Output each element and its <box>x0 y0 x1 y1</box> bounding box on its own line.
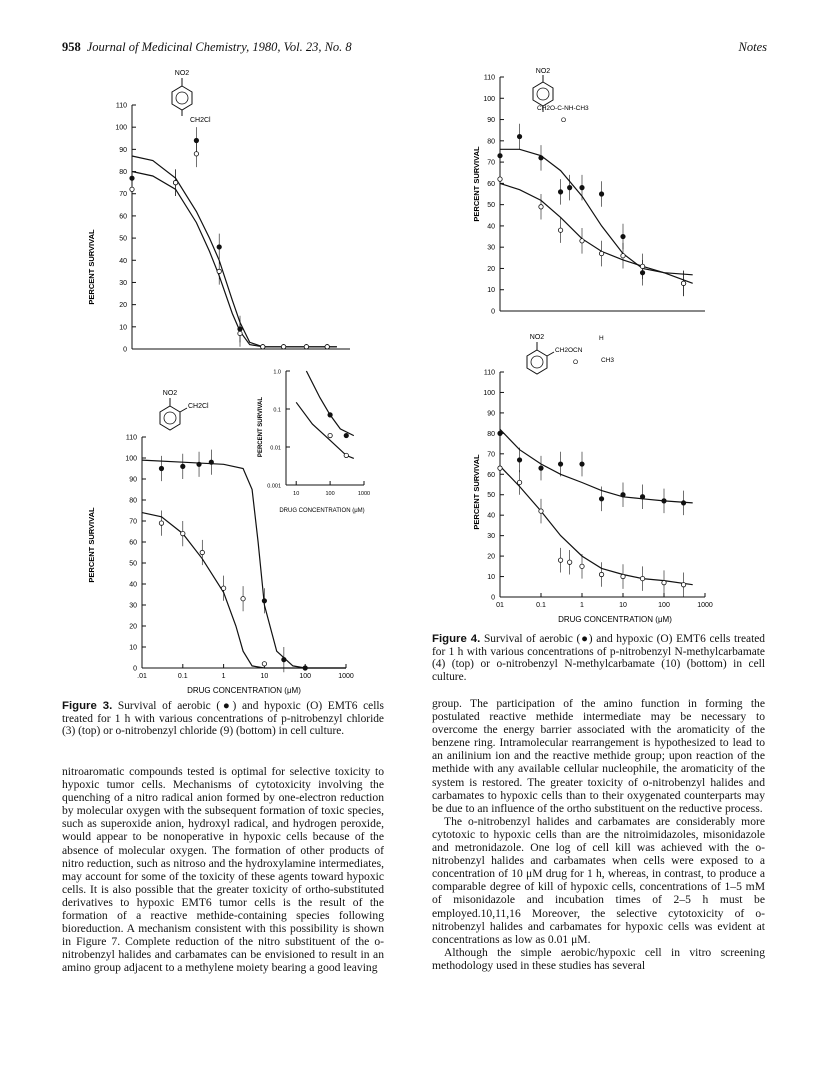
y-tick-label: 40 <box>487 223 495 231</box>
y-tick-label: 50 <box>129 560 137 568</box>
y-tick-label: 20 <box>119 302 127 310</box>
y-tick-label: 70 <box>129 518 137 526</box>
point-hypoxic <box>498 177 502 181</box>
point-hypoxic <box>130 187 134 191</box>
y-tick-label: 60 <box>487 180 495 188</box>
structure-carbonyl-label: O <box>561 117 567 124</box>
section-label: Notes <box>738 40 767 54</box>
y-tick-label: 10 <box>129 644 137 652</box>
x-tick-label: 100 <box>325 491 335 497</box>
journal-citation: Journal of Medicinal Chemistry, 1980, Vol. 23, No. 8 <box>86 40 352 54</box>
structure-para-nitrobenzyl-carbamate <box>533 68 589 124</box>
point-aerobic <box>539 156 543 160</box>
x-axis-label: DRUG CONCENTRATION (μM) <box>558 615 672 624</box>
y-tick-label: 50 <box>119 235 127 243</box>
y-tick-label: 1.0 <box>273 369 281 376</box>
point-aerobic <box>197 462 201 466</box>
x-tick-label: 01 <box>496 602 504 609</box>
structure-ortho-nitrobenzyl-carbamate <box>527 334 614 374</box>
point-hypoxic <box>241 597 245 601</box>
point-aerobic <box>599 497 603 501</box>
figure-3-top-chart <box>70 62 370 362</box>
y-tick-label: 100 <box>483 95 495 103</box>
point-hypoxic <box>304 345 308 349</box>
y-tick-label: 80 <box>129 497 137 505</box>
point-hypoxic <box>621 574 625 578</box>
point-aerobic <box>621 234 625 238</box>
page-number: 958 <box>62 40 81 54</box>
point-hypoxic <box>498 466 502 470</box>
point-hypoxic <box>238 331 242 335</box>
body-left-column <box>62 765 384 975</box>
y-axis-label: PERCENT SURVIVAL <box>87 229 96 305</box>
header-left <box>62 40 352 55</box>
point-aerobic <box>640 495 644 499</box>
y-tick-label: 0 <box>133 665 137 673</box>
point-hypoxic <box>517 480 521 484</box>
point-hypoxic <box>599 572 603 576</box>
x-tick-label: 100 <box>658 602 670 609</box>
y-tick-label: 50 <box>487 492 495 500</box>
point-hypoxic <box>328 433 332 437</box>
x-axis-label: DRUG CONCENTRATION (μM) <box>187 686 301 695</box>
point-hypoxic <box>261 345 265 349</box>
y-tick-label: 0 <box>491 594 495 602</box>
point-aerobic <box>344 433 348 437</box>
x-tick-label: 1 <box>580 602 584 609</box>
body-paragraph: The o-nitrobenzyl halides and carbamates are considerably more cytotoxic to hypoxic cells than are the nitroimidazoles, misonidazole and metronidazole. One log of cell kill was achieved with the o-nitrobenzyl halides and carbamates when cells were exposed to a concentration of 10 μM drug for 1 h, whereas, in contrast, to produce a comparable degree of kill of hypoxic cells, concentrations of 1–5 mM of misonidazole and incubation times of 2–5 h must be employed.10,11,16 Moreover, the selective cytotoxicity of o-nitrobenzyl halides and carbamates for hypoxic cells was evident at concentrations as low as 0.01 μM. <box>432 814 765 946</box>
y-tick-label: 110 <box>483 369 495 377</box>
curve-hypoxic <box>500 183 693 283</box>
point-hypoxic <box>194 152 198 156</box>
caption-label: Figure 3. <box>62 700 113 712</box>
point-aerobic <box>328 413 332 417</box>
y-axis-label: PERCENT SURVIVAL <box>472 454 481 530</box>
point-aerobic <box>662 499 666 503</box>
body-right-column <box>432 697 765 972</box>
y-tick-label: 60 <box>119 213 127 221</box>
point-hypoxic <box>558 228 562 232</box>
structure-bottom-label: CH2O-C-NH-CH3 <box>537 105 589 112</box>
structure-top-label: NO2 <box>162 390 178 397</box>
point-aerobic <box>262 599 266 603</box>
x-tick-label: 1 <box>221 673 226 680</box>
y-tick-label: 70 <box>487 159 495 167</box>
curve-aerobic <box>500 149 693 274</box>
point-aerobic <box>517 458 521 462</box>
point-hypoxic <box>217 269 221 273</box>
x-tick-label: 1000 <box>697 602 713 609</box>
structure-ortho-nitrobenzyl-chloride <box>160 390 209 430</box>
structure-carbonyl-label: O <box>573 359 579 366</box>
running-header <box>62 40 767 58</box>
y-tick-label: 10 <box>119 324 127 332</box>
point-aerobic <box>599 192 603 196</box>
point-hypoxic <box>599 251 603 255</box>
x-tick-label: 0.1 <box>536 602 546 609</box>
point-hypoxic <box>173 180 177 184</box>
y-axis-label: PERCENT SURVIVAL <box>258 396 264 458</box>
y-tick-label: 30 <box>487 244 495 252</box>
point-hypoxic <box>580 564 584 568</box>
figure-4-caption <box>432 633 765 683</box>
point-hypoxic <box>640 264 644 268</box>
point-hypoxic <box>681 583 685 587</box>
figure-3-inset-chart <box>250 365 380 515</box>
y-tick-label: 20 <box>487 265 495 273</box>
point-hypoxic <box>200 550 204 554</box>
point-hypoxic <box>325 345 329 349</box>
y-axis-label: PERCENT SURVIVAL <box>472 146 481 222</box>
structure-top-label: NO2 <box>529 334 545 341</box>
point-hypoxic <box>567 560 571 564</box>
x-tick-label: 1000 <box>357 491 371 497</box>
y-tick-label: 90 <box>129 476 137 484</box>
y-tick-label: 90 <box>487 410 495 418</box>
point-hypoxic <box>181 531 185 535</box>
x-tick-label: 10 <box>293 491 300 497</box>
point-aerobic <box>621 493 625 497</box>
structure-para-nitrobenzyl-chloride <box>172 70 211 124</box>
y-tick-label: 90 <box>119 146 127 154</box>
y-tick-label: 20 <box>487 553 495 561</box>
y-tick-label: 100 <box>483 389 495 397</box>
y-tick-label: 40 <box>119 257 127 265</box>
point-hypoxic <box>344 453 348 457</box>
y-axis-label: PERCENT SURVIVAL <box>87 507 96 583</box>
structure-bottom-label: CH2Cl <box>190 117 211 124</box>
structure-side-label: CH2OCN <box>555 347 583 354</box>
y-tick-label: 60 <box>129 539 137 547</box>
curve-hypoxic <box>296 402 354 458</box>
body-paragraph: nitroaromatic compounds tested is optimal for selective toxicity to hypoxic tumor cells. Mechanisms of cytotoxicity involving the quenching of a nitro radical anion formed by one-electron reduction by molecular oxygen with the subsequent formation of toxic species, such as superoxide anion, hydroxyl radical, and hydrogen peroxide, would appear to be nonoperative in hypoxic cells because of the absence of molecular oxygen. The formation of other products of nitro reduction, such as nitroso and the hydroxylamine intermediates, may account for some of the toxicity of these agents toward hypoxic cells. It is also possible that the greater toxicity of ortho-substituted derivatives to hypoxic EMT6 tumor cells is the result of the formation of a reactive methide-containing species following bioreduction. A mechanism consistent with this possibility is shown in Figure 7. Complete reduction of the nitro substituent of the o-nitrobenzyl halides and carbamates can be envisioned to result in an amino group adjacent to a methylene moiety bearing a good leaving <box>62 765 384 975</box>
point-aerobic <box>282 657 286 661</box>
y-tick-label: 0 <box>123 346 127 354</box>
point-aerobic <box>580 462 584 466</box>
point-hypoxic <box>662 580 666 584</box>
structure-top-label: NO2 <box>174 70 190 77</box>
x-tick-label: .01 <box>137 673 147 680</box>
point-hypoxic <box>159 521 163 525</box>
y-tick-label: 50 <box>487 202 495 210</box>
curve-hypoxic <box>500 466 693 585</box>
x-tick-label: 10 <box>619 602 627 609</box>
figure-4-bottom-chart <box>455 322 755 632</box>
point-aerobic <box>159 466 163 470</box>
y-tick-label: 110 <box>115 102 127 110</box>
curve-hypoxic <box>132 172 337 347</box>
y-tick-label: 100 <box>115 124 127 132</box>
point-aerobic <box>498 431 502 435</box>
point-aerobic <box>558 190 562 194</box>
y-tick-label: 90 <box>487 117 495 125</box>
x-axis-label: DRUG CONCENTRATION (μM) <box>279 508 365 514</box>
point-aerobic <box>209 460 213 464</box>
curve-hypoxic <box>142 513 346 668</box>
x-tick-label: 0.1 <box>177 673 188 680</box>
point-aerobic <box>558 462 562 466</box>
y-tick-label: 100 <box>125 455 137 463</box>
body-paragraph: Although the simple aerobic/hypoxic cell in vitro screening methodology used in these studies has several <box>432 945 765 972</box>
x-tick-label: 10 <box>260 673 269 680</box>
point-aerobic <box>681 501 685 505</box>
y-tick-label: 110 <box>483 74 495 82</box>
y-tick-label: 40 <box>129 581 137 589</box>
y-tick-label: 80 <box>119 169 127 177</box>
point-aerobic <box>580 185 584 189</box>
figure-3-caption <box>62 700 384 738</box>
y-tick-label: 70 <box>487 451 495 459</box>
structure-side-label: CH2Cl <box>188 403 209 410</box>
y-tick-label: 30 <box>129 602 137 610</box>
point-aerobic <box>498 154 502 158</box>
point-hypoxic <box>539 509 543 513</box>
y-tick-label: 0.01 <box>270 445 281 452</box>
y-tick-label: 30 <box>487 533 495 541</box>
structure-top-label: NO2 <box>535 68 551 75</box>
y-tick-label: 0.001 <box>267 483 281 490</box>
x-tick-label: 1000 <box>338 673 354 680</box>
y-tick-label: 80 <box>487 138 495 146</box>
caption-text: Survival of aerobic (●) and hypoxic (O) EMT6 cells treated for 1 h with various concentrations of p-nitrobenzyl chloride (3) (top) or o-nitrobenzyl chloride (9) (bottom) in cell culture. <box>62 700 384 738</box>
body-paragraph: group. The participation of the amino function in forming the postulated reactive methide intermediate may be necessary to overcome the energy barrier associated with the aromaticity of the benzene ring. Intramolecular rearrangement is hypothesized to lead to an anilinium ion and the reactive methide group; upon reaction of the methide with any available cellular nucleophile, the aromaticity of the system is restored. The greater toxicity of o-nitrobenzyl halides and carbamates to hypoxic cells than to their oxygenated counterparts may be due to an influence of the ortho substituent on the reductive process. <box>432 697 765 815</box>
point-hypoxic <box>640 576 644 580</box>
caption-text: Survival of aerobic (●) and hypoxic (O) EMT6 cells treated for 1 h with various concentrations of p-nitrobenzyl N-methylcarbamate (4) (top) or o-nitrobenzyl N-methylcarbamate (10) (bottom) in cell culture. <box>432 633 765 683</box>
figure-4-top-chart <box>455 62 755 322</box>
y-tick-label: 30 <box>119 279 127 287</box>
point-hypoxic <box>221 586 225 590</box>
point-hypoxic <box>539 205 543 209</box>
y-tick-label: 10 <box>487 574 495 582</box>
y-tick-label: 110 <box>125 434 137 442</box>
structure-side-upper-label: H <box>599 335 604 342</box>
y-tick-label: 60 <box>487 471 495 479</box>
structure-side-lower-label: CH3 <box>601 357 615 364</box>
x-tick-label: 100 <box>299 673 312 680</box>
point-hypoxic <box>281 345 285 349</box>
point-hypoxic <box>621 253 625 257</box>
point-aerobic <box>567 185 571 189</box>
point-hypoxic <box>262 662 266 666</box>
y-tick-label: 70 <box>119 191 127 199</box>
point-hypoxic <box>681 281 685 285</box>
point-hypoxic <box>580 239 584 243</box>
y-tick-label: 10 <box>487 287 495 295</box>
point-aerobic <box>539 466 543 470</box>
y-tick-label: 80 <box>487 430 495 438</box>
point-hypoxic <box>558 558 562 562</box>
y-tick-label: 20 <box>129 623 137 631</box>
point-aerobic <box>181 464 185 468</box>
caption-label: Figure 4. <box>432 633 481 645</box>
y-tick-label: 0.1 <box>273 407 281 414</box>
point-aerobic <box>217 245 221 249</box>
y-tick-label: 40 <box>487 512 495 520</box>
y-tick-label: 0 <box>491 308 495 316</box>
point-aerobic <box>517 134 521 138</box>
